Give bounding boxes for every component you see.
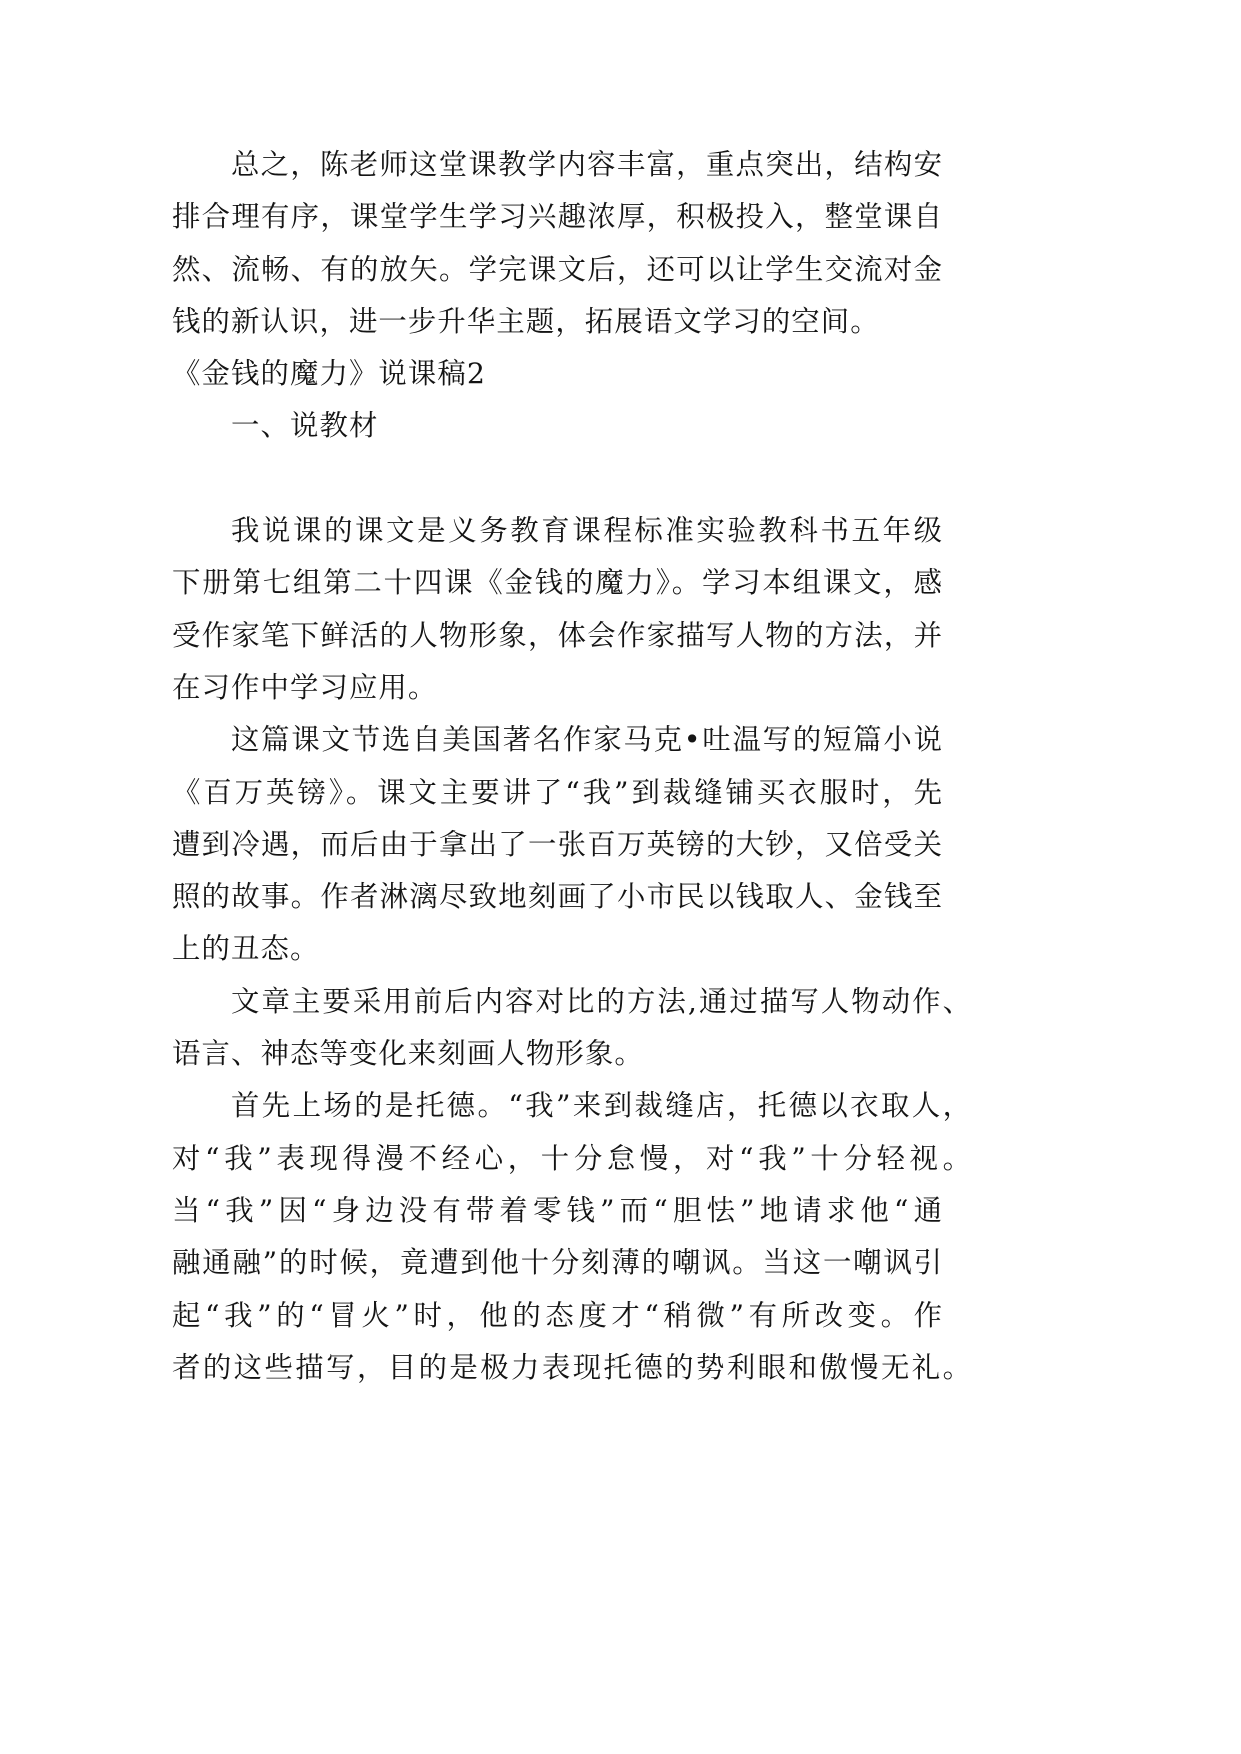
preceding-paragraph [172,139,942,348]
paragraph-line: 对“我”表现得漫不经心，十分怠慢，对“我”十分轻视。 [172,1141,971,1175]
paragraph-line: 受作家笔下鲜活的人物形象，体会作家描写人物的方法，并 [172,618,942,652]
document-title: 《金钱的魔力》说课稿2 [172,357,487,391]
document-body [172,139,971,1394]
paragraph-line: 文章主要采用前后内容对比的方法,通过描写人物动作、 [231,984,971,1018]
paragraph-line: 首先上场的是托德。“我”来到裁缝店，托德以衣取人， [231,1089,971,1123]
paragraph-line: 当“我”因“身边没有带着零钱”而“胆怯”地请求他“通 [172,1193,942,1227]
blank-line [172,453,942,505]
paragraph-line: 我说课的课文是义务教育课程标准实验教科书五年级 [231,514,942,548]
paragraph-line: 钱的新认识，进一步升华主题，拓展语文学习的空间。 [172,304,880,338]
section-heading: 一、说教材 [231,409,379,443]
paragraph-line: 在习作中学习应用。 [172,670,438,704]
paragraph-line: 上的丑态。 [172,932,320,966]
paragraph-line: 然、流畅、有的放矢。学完课文后，还可以让学生交流对金 [172,252,942,286]
paragraph-line: 总之，陈老师这堂课教学内容丰富，重点突出，结构安 [231,148,942,181]
paragraph-line: 者的这些描写，目的是极力表现托德的势利眼和傲慢无礼。 [172,1350,971,1384]
paragraph [172,1080,971,1394]
paragraph-line: 下册第七组第二十四课《金钱的魔力》。学习本组课文，感 [172,566,942,600]
paragraph [172,714,942,975]
paragraph [172,976,971,1081]
paragraph-line: 《百万英镑》。课文主要讲了“我”到裁缝铺买衣服时，先 [172,775,942,809]
paragraph-line: 排合理有序，课堂学生学习兴趣浓厚，积极投入，整堂课自 [172,200,942,234]
paragraph-line: 照的故事。作者淋漓尽致地刻画了小市民以钱取人、金钱至 [172,880,942,914]
paragraph-line: 遭到冷遇，而后由于拿出了一张百万英镑的大钞，又倍受关 [172,827,942,861]
paragraph [172,505,942,714]
paragraph-line: 这篇课文节选自美国著名作家马克•吐温写的短篇小说 [231,723,942,757]
paragraph-line: 语言、神态等变化来刻画人物形象。 [172,1037,644,1071]
paragraph-line: 融通融”的时候，竟遭到他十分刻薄的嘲讽。当这一嘲讽引 [172,1246,942,1280]
paragraph-line: 起“我”的“冒火”时，他的态度才“稍微”有所改变。作 [172,1298,942,1332]
